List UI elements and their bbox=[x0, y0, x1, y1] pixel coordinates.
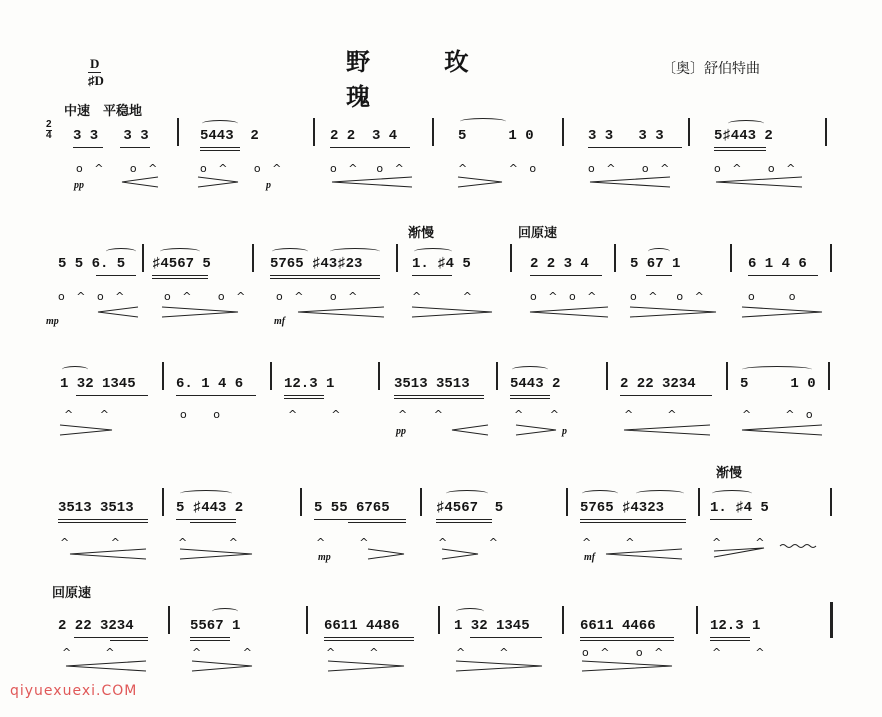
underline bbox=[436, 519, 492, 520]
tie-slur bbox=[446, 490, 488, 497]
measure-2: 5443 2 bbox=[200, 128, 259, 144]
barline bbox=[496, 362, 498, 390]
underline bbox=[200, 147, 240, 148]
key-bottom: ♯D bbox=[88, 73, 104, 88]
decrescendo-hairpin bbox=[740, 306, 824, 318]
measure-24: ♯4567 5 bbox=[436, 500, 504, 516]
articulation: ^ ^ bbox=[288, 408, 345, 421]
barline bbox=[300, 488, 302, 516]
crescendo-hairpin bbox=[96, 306, 140, 318]
articulation: ^ ^ bbox=[192, 646, 256, 659]
underline bbox=[580, 522, 686, 523]
tie-slur bbox=[742, 366, 812, 373]
dynamic-marking: mf bbox=[274, 316, 286, 327]
articulation: ^ ^ o bbox=[742, 408, 817, 421]
trill-line bbox=[712, 542, 818, 560]
underline bbox=[73, 147, 103, 148]
tie-slur bbox=[712, 490, 752, 497]
barline bbox=[726, 362, 728, 390]
measure-5: 3 3 3 3 bbox=[588, 128, 664, 144]
barline bbox=[396, 244, 398, 272]
crescendo-hairpin bbox=[622, 424, 712, 436]
barline bbox=[614, 244, 616, 272]
dynamic-marking: mp bbox=[318, 552, 331, 563]
return-tempo-2: 回原速 bbox=[52, 586, 92, 601]
measure-6: 5♯443 2 bbox=[714, 128, 773, 144]
barline bbox=[606, 362, 608, 390]
articulation: ^ ^ bbox=[326, 646, 383, 659]
articulation: o ^ o ^ bbox=[164, 290, 250, 303]
measure-10: 1. ♯4 5 bbox=[412, 256, 471, 272]
underline bbox=[58, 519, 148, 520]
measure-14: 1 32 1345 bbox=[60, 376, 136, 392]
underline bbox=[190, 637, 230, 638]
decrescendo-hairpin bbox=[580, 660, 674, 672]
underline bbox=[510, 395, 550, 396]
underline bbox=[96, 275, 136, 276]
barline bbox=[270, 362, 272, 390]
decrescendo-hairpin bbox=[190, 660, 254, 672]
articulation: o ^ o ^ bbox=[58, 290, 129, 303]
barline bbox=[177, 118, 179, 146]
articulation: ^ ^ o bbox=[458, 162, 541, 175]
decrescendo-hairpin bbox=[440, 548, 480, 560]
final-barline bbox=[830, 602, 833, 638]
underline bbox=[748, 275, 818, 276]
underline bbox=[270, 278, 380, 279]
articulation: ^ ^ bbox=[60, 536, 124, 549]
time-sig-top: 2 bbox=[46, 119, 52, 130]
underline bbox=[620, 395, 712, 396]
crescendo-hairpin bbox=[588, 176, 672, 188]
key-signature bbox=[88, 56, 104, 89]
underline bbox=[580, 637, 674, 638]
tie-slur bbox=[636, 490, 684, 497]
articulation: ^ ^ bbox=[398, 408, 447, 421]
tie-slur bbox=[582, 490, 618, 497]
barline bbox=[696, 606, 698, 634]
underline bbox=[152, 275, 208, 276]
articulation: o ^ o ^ bbox=[76, 162, 162, 175]
barline bbox=[306, 606, 308, 634]
articulation: ^ ^ bbox=[438, 536, 502, 549]
underline bbox=[324, 637, 414, 638]
articulation: ^ ^ bbox=[62, 646, 119, 659]
tie-slur bbox=[202, 120, 238, 127]
tie-slur bbox=[106, 248, 136, 255]
dynamic-marking: pp bbox=[74, 180, 84, 191]
crescendo-hairpin bbox=[296, 306, 386, 318]
measure-12: 5 67 1 bbox=[630, 256, 681, 272]
barline bbox=[510, 244, 512, 272]
tie-slur bbox=[160, 248, 200, 255]
barline bbox=[252, 244, 254, 272]
slowing-marking-2: 渐慢 bbox=[716, 466, 743, 481]
key-top: D bbox=[90, 56, 100, 71]
time-sig-bottom: 4 bbox=[46, 130, 52, 141]
underline bbox=[74, 637, 148, 638]
dynamic-marking: pp bbox=[396, 426, 406, 437]
crescendo-hairpin bbox=[528, 306, 610, 318]
articulation: ^ ^ bbox=[582, 536, 639, 549]
tie-slur bbox=[456, 608, 484, 615]
tie-slur bbox=[512, 366, 548, 373]
decrescendo-hairpin bbox=[178, 548, 254, 560]
underline bbox=[530, 275, 602, 276]
barline bbox=[562, 118, 564, 146]
articulation: o ^ o ^ bbox=[588, 162, 674, 175]
measure-3: 2 2 3 4 bbox=[330, 128, 398, 144]
decrescendo-hairpin bbox=[410, 306, 494, 318]
underline bbox=[580, 640, 674, 641]
articulation: o ^ o ^ bbox=[276, 290, 362, 303]
underline bbox=[348, 522, 406, 523]
underline bbox=[190, 640, 230, 641]
measure-28: 5567 1 bbox=[190, 618, 241, 634]
underline bbox=[646, 275, 672, 276]
underline bbox=[394, 398, 484, 399]
decrescendo-hairpin bbox=[326, 660, 406, 672]
dynamic-marking: mp bbox=[46, 316, 59, 327]
articulation: o ^ o ^ bbox=[630, 290, 708, 303]
measure-20: 5 1 0 bbox=[740, 376, 816, 392]
dynamic-marking: mf bbox=[584, 552, 596, 563]
barline bbox=[420, 488, 422, 516]
articulation: o ^ o ^ bbox=[330, 162, 408, 175]
barline bbox=[828, 362, 830, 390]
articulation: ^ ^ bbox=[316, 536, 373, 549]
underline bbox=[510, 398, 550, 399]
measure-25: 5765 ♯4323 bbox=[580, 500, 665, 516]
decrescendo-hairpin bbox=[628, 306, 718, 318]
measure-23: 5 55 6765 bbox=[314, 500, 390, 516]
decrescendo-hairpin bbox=[196, 176, 240, 188]
underline bbox=[330, 147, 410, 148]
return-tempo-1: 回原速 bbox=[518, 226, 558, 241]
barline bbox=[162, 362, 164, 390]
measure-9: 5765 ♯43♯23 bbox=[270, 256, 363, 272]
measure-8: ♯4567 5 bbox=[152, 256, 211, 272]
underline bbox=[176, 395, 256, 396]
barline bbox=[830, 488, 832, 516]
measure-32: 12.3 1 bbox=[710, 618, 761, 634]
articulation: ^ ^ bbox=[712, 536, 769, 549]
barline bbox=[432, 118, 434, 146]
crescendo-hairpin bbox=[68, 548, 148, 560]
measure-15: 6. 1 4 6 bbox=[176, 376, 244, 392]
underline bbox=[436, 522, 492, 523]
barline bbox=[830, 244, 832, 272]
underline bbox=[714, 150, 766, 151]
underline bbox=[190, 522, 236, 523]
measure-7: 5 5 6. 5 bbox=[58, 256, 126, 272]
barline bbox=[378, 362, 380, 390]
underline bbox=[270, 275, 380, 276]
barline bbox=[162, 488, 164, 516]
underline bbox=[176, 519, 236, 520]
crescendo-hairpin bbox=[740, 424, 824, 436]
crescendo-hairpin bbox=[64, 660, 148, 672]
tie-slur bbox=[62, 366, 88, 373]
barline bbox=[825, 118, 827, 146]
underline bbox=[394, 395, 484, 396]
crescendo-hairpin bbox=[604, 548, 684, 560]
underline bbox=[710, 637, 750, 638]
barline bbox=[698, 488, 700, 516]
crescendo-hairpin bbox=[120, 176, 160, 188]
underline bbox=[284, 395, 324, 396]
barline bbox=[168, 606, 170, 634]
dynamic-marking: p bbox=[266, 180, 271, 191]
crescendo-hairpin bbox=[330, 176, 414, 188]
articulation: o o bbox=[748, 290, 800, 303]
decrescendo-hairpin bbox=[454, 660, 544, 672]
articulation: ^ ^ bbox=[514, 408, 563, 421]
underline bbox=[580, 519, 686, 520]
tie-slur bbox=[728, 120, 764, 127]
dynamic-marking: p bbox=[562, 426, 567, 437]
tie-slur bbox=[180, 490, 232, 497]
articulation: o o bbox=[180, 408, 224, 421]
measure-16: 12.3 1 bbox=[284, 376, 335, 392]
composer: 〔奥〕舒伯特曲 bbox=[662, 61, 760, 77]
underline bbox=[470, 637, 542, 638]
underline bbox=[714, 147, 766, 148]
measure-21: 3513 3513 bbox=[58, 500, 134, 516]
articulation: ^ ^ bbox=[712, 646, 769, 659]
tempo-marking: 中速 平稳地 bbox=[64, 104, 143, 119]
underline bbox=[120, 147, 150, 148]
underline bbox=[200, 150, 240, 151]
underline bbox=[76, 395, 148, 396]
crescendo-hairpin bbox=[450, 424, 490, 436]
decrescendo-hairpin bbox=[456, 176, 504, 188]
decrescendo-hairpin bbox=[366, 548, 406, 560]
decrescendo-hairpin bbox=[58, 424, 114, 436]
tie-slur bbox=[414, 248, 452, 255]
tie-slur bbox=[330, 248, 380, 255]
articulation: o ^ o ^ bbox=[200, 162, 286, 175]
measure-13: 6 1 4 6 bbox=[748, 256, 807, 272]
articulation: ^ ^ bbox=[456, 646, 513, 659]
measure-18: 5443 2 bbox=[510, 376, 561, 392]
decrescendo-hairpin bbox=[514, 424, 558, 436]
underline bbox=[58, 522, 148, 523]
measure-29: 6611 4486 bbox=[324, 618, 400, 634]
measure-19: 2 22 3234 bbox=[620, 376, 696, 392]
measure-27: 2 22 3234 bbox=[58, 618, 134, 634]
decrescendo-hairpin bbox=[160, 306, 240, 318]
measure-30: 1 32 1345 bbox=[454, 618, 530, 634]
barline bbox=[562, 606, 564, 634]
underline bbox=[412, 275, 452, 276]
articulation: ^ ^ bbox=[178, 536, 242, 549]
site-watermark: qiyuexuexi.COM bbox=[10, 683, 138, 699]
articulation: o ^ o ^ bbox=[530, 290, 601, 303]
barline bbox=[142, 244, 144, 272]
barline bbox=[438, 606, 440, 634]
measure-17: 3513 3513 bbox=[394, 376, 470, 392]
measure-26: 1. ♯4 5 bbox=[710, 500, 769, 516]
underline bbox=[110, 640, 148, 641]
articulation: o ^ o ^ bbox=[714, 162, 800, 175]
articulation: ^ ^ bbox=[412, 290, 476, 303]
crescendo-hairpin bbox=[714, 176, 804, 188]
tie-slur bbox=[648, 248, 670, 255]
underline bbox=[284, 398, 324, 399]
underline bbox=[152, 278, 208, 279]
tie-slur bbox=[272, 248, 308, 255]
underline bbox=[710, 519, 752, 520]
underline bbox=[710, 640, 750, 641]
barline bbox=[566, 488, 568, 516]
articulation: o ^ o ^ bbox=[582, 646, 668, 659]
underline bbox=[588, 147, 682, 148]
barline bbox=[313, 118, 315, 146]
underline bbox=[324, 640, 414, 641]
measure-11: 2 2 3 4 bbox=[530, 256, 589, 272]
song-title: 野 玫 瑰 bbox=[346, 47, 502, 111]
tie-slur bbox=[460, 118, 506, 125]
measure-4: 5 1 0 bbox=[458, 128, 534, 144]
articulation: ^ ^ bbox=[624, 408, 681, 421]
time-signature bbox=[46, 120, 52, 141]
underline bbox=[314, 519, 406, 520]
articulation: ^ ^ bbox=[64, 408, 113, 421]
tie-slur bbox=[212, 608, 238, 615]
barline bbox=[688, 118, 690, 146]
measure-22: 5 ♯443 2 bbox=[176, 500, 244, 516]
measure-1: 3 3 3 3 bbox=[73, 128, 149, 144]
slowing-marking-1: 渐慢 bbox=[408, 226, 435, 241]
barline bbox=[730, 244, 732, 272]
measure-31: 6611 4466 bbox=[580, 618, 656, 634]
